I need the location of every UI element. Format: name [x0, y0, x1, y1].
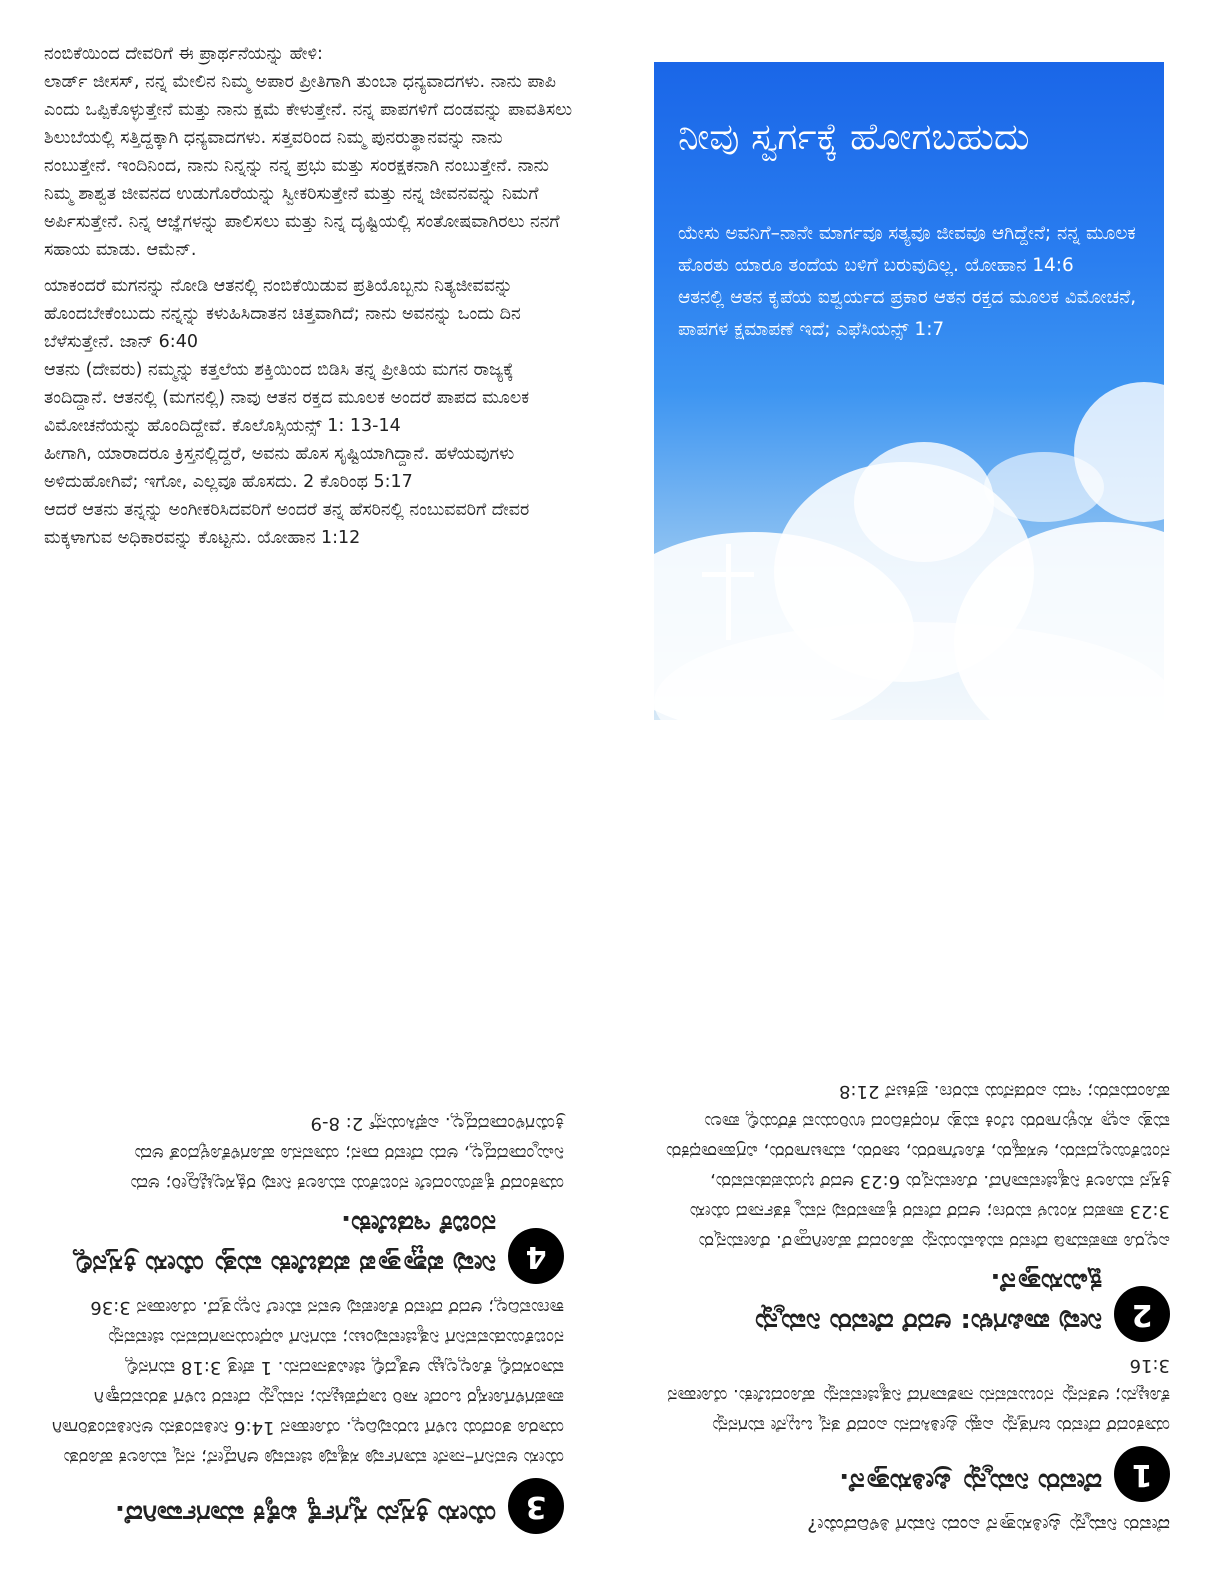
step-1 — [654, 1446, 1170, 1502]
cross-icon — [726, 544, 731, 640]
cover-verses — [678, 218, 1148, 346]
verse-colossians: ಆತನು (ದೇವರು) ನಮ್ಮನ್ನು ಕತ್ತಲೆಯ ಶಕ್ತಿಯಿಂದ ಬಿಡಿಸಿ ತನ್ನ ಪ್ರೀತಿಯ ಮಗನ ರಾಜ್ಯಕ್ಕೆ ತಂದಿದ್ದಾನೆ. ಆತನಲ್ಲಿ (ಮಗನಲ್ಲಿ) ನಾವು ಆತನ ರಕ್ತದ ಮೂಲಕ ಅಂದರೆ ಪಾಪದ ಮೂಲಕ ವಿಮೋಚನೆಯನ್ನು ಹೊಂದಿದ್ದೇವೆ. ಕೊಲೊಸ್ಸಿಯನ್ಸ್ 1: 13-14 — [44, 360, 530, 436]
step-text: ಯೇಸು ಅವನಿಗೆ–ನಾನೇ ಮಾರ್ಗವೂ ಸತ್ಯವೂ ಜೀವವೂ ಆಗಿದ್ದೇನೆ; ನನ್ನ ಮೂಲಕ ಹೊರತು ಯಾರೂ ತಂದೆಯ ಬಳಿಗೆ ಬರುವುದಿಲ್ಲ. ಯೋಹಾನ 14:6 ನೀತಿವಂತನು ಅನೀತಿವಂತರಿಗಾಗಿ ಪಾಪಗಳಿಗೋಸ್ಕರ ಒಂದೇ ಸಾರಿ ಬಾಧೆಪಟ್ಟನು; ನಮ್ಮನ್ನು ದೇವರ ಬಳಿಗೆ ತರುವದಕ್ಕಾಗಿ ಮಾಂಸದಲ್ಲಿ ಕೊಲ್ಲಲ್ಪಟ್ಟು ಆತ್ಮದಲ್ಲಿ ಜೀವಿತನಾದನು. 1 ಪೇತ್ರ 3:18 ಮಗನಲ್ಲಿ ನಂಬಿಕೆಯಿಡುವವನಿಗೆ ನಿತ್ಯಜೀವವುಂಟು; ಮಗನಿಗೆ ವಿಧೇಯನಾಗದವನು ಜೀವವನ್ನು ಕಾಣುವದಿಲ್ಲ; ಆದರೆ ದೇವರ ಕೋಪವು ಅವನ ಮೇಲೆ ನಿಲ್ಲುತ್ತದೆ. ಯೋಹಾನ 3:36 — [52, 1297, 564, 1468]
step-text: ಯಾಕಂದರೆ ದೇವರು ಜಗತ್ತನ್ನು ಎಷ್ಟು ಪ್ರೀತಿಸಿದನು ಎಂದರೆ ತನ್ನ ಒಬ್ಬನೇ ಮಗನನ್ನು ಕೊಟ್ಟನು; ಆತನನ್ನು ನಂಬುವವನು ನಾಶವಾಗದೆ ನಿತ್ಯಜೀವವನ್ನು ಹೊಂದಬೇಕು. ಯೋಹಾನ 3:16 — [667, 1355, 1170, 1436]
prayer-body: ಲಾರ್ಡ್ ಜೀಸಸ್, ನನ್ನ ಮೇಲಿನ ನಿಮ್ಮ ಅಪಾರ ಪ್ರೀತಿಗಾಗಿ ತುಂಬಾ ಧನ್ಯವಾದಗಳು. ನಾನು ಪಾಪಿ ಎಂದು ಒಪ್ಪಿಕೊಳ್ಳುತ್ತೇನೆ ಮತ್ತು ನಾನು ಕ್ಷಮೆ ಕೇಳುತ್ತೇನೆ. ನನ್ನ ಪಾಪಗಳಿಗೆ ದಂಡವನ್ನು ಪಾವತಿಸಲು ಶಿಲುಬೆಯಲ್ಲಿ ಸತ್ತಿದ್ದಕ್ಕಾಗಿ ಧನ್ಯವಾದಗಳು. ಸತ್ತವರಿಂದ ನಿಮ್ಮ ಪುನರುತ್ಥಾನವನ್ನು ನಾನು ನಂಬುತ್ತೇನೆ. ಇಂದಿನಿಂದ, ನಾನು ನಿನ್ನನ್ನು ನನ್ನ ಪ್ರಭು ಮತ್ತು ಸಂರಕ್ಷಕನಾಗಿ ನಂಬುತ್ತೇನೆ. ನಾನು ನಿಮ್ಮ ಶಾಶ್ವತ ಜೀವನದ ಉಡುಗೊರೆಯನ್ನು ಸ್ವೀಕರಿಸುತ್ತೇನೆ ಮತ್ತು ನನ್ನ ಜೀವನವನ್ನು ನಿಮಗೆ ಅರ್ಪಿಸುತ್ತೇನೆ. ನಿನ್ನ ಆಜ್ಞೆಗಳನ್ನು ಪಾಲಿಸಲು ಮತ್ತು ನಿನ್ನ ದೃಷ್ಟಿಯಲ್ಲಿ ಸಂತೋಷವಾಗಿರಲು ನನಗೆ ಸಹಾಯ ಮಾಡು. ಆಮೆನ್. — [44, 72, 573, 260]
step-number-badge: 4 — [508, 1228, 564, 1284]
step-text: ಯಾಕಂದರೆ ಕೃಪೆಯಿಂದಲೇ ನಂಬಿಕೆಯ ಮೂಲಕ ನೀವು ರಕ್ಷಿಸಲ್ಪಟ್ಟಿದ್ದೀರಿ; ಅದು ನಿಮ್ಮಿಂದಾದದ್ದಲ್ಲ, ಅದು ದೇವರ ದಾನ; ಯಾವನೂ ಹೊಗಳಿಕೊಳ್ಳದಂತೆ ಅದು ಕ್ರಿಯೆಗಳಿಂದಾದದ್ದಲ್ಲ. ಎಫೆಸಿಯನ್ಸ್ 2: 8-9 — [130, 1113, 564, 1194]
cover-title: ನೀವು ಸ್ವರ್ಗಕ್ಕೆ ಹೋಗಬಹುದು — [678, 115, 1030, 158]
step-4 — [44, 1204, 564, 1284]
step-number-badge: 2 — [1114, 1286, 1170, 1342]
step-number-badge: 1 — [1114, 1446, 1170, 1502]
prayer-intro: ನಂಬಿಕೆಯಿಂದ ದೇವರಿಗೆ ಈ ಪ್ರಾರ್ಥನೆಯನ್ನು ಹೇಳಿ: — [44, 44, 323, 64]
cover-panel — [654, 62, 1164, 720]
cross-icon-bar — [702, 572, 754, 577]
step-text: ಎಲ್ಲರೂ ಪಾಪಮಾಡಿ ದೇವರ ಮಹಿಮೆಯನ್ನು ಹೊಂದದೆ ಹೋಗಿದ್ದಾರೆ. ರೋಮನ್ನರು 3:23 ಪಾಪದ ಸಂಬಳ ಮರಣ; ಆದರೆ ದೇವರ ಕೃಪಾವರವು ನಮ್ಮ ಕರ್ತನಾದ ಯೇಸು ಕ್ರಿಸ್ತನ ಮೂಲಕ ನಿತ್ಯಜೀವವಾಗಿದೆ. ರೋಮನ್ನರು 6:23 ಆದರೆ ಭಯಪಡುವವರು, ನಂಬಿಕೆಯಿಲ್ಲದವರು, ಅಸಹ್ಯರು, ಕೊಲೆಗಾರರು, ಜಾರರು, ಮಾಟಗಾರರು, ವಿಗ್ರಹಾರಾಧಕರು ಮತ್ತು ಎಲ್ಲಾ ಸುಳ್ಳುಗಾರರು ಬೆಂಕಿ ಮತ್ತು ಗಂಧಕದಿಂದ ಉರಿಯುವ ಕೆರೆಯಲ್ಲಿ ಪಾಲು ಹೊಂದುವರು; ಇದು ಎರಡನೆಯ ಮರಣ. ಪ್ರಕಟನೆ 21:8 — [666, 1081, 1170, 1252]
step-heading: ನೀವು ಪಾಪಿಗಳು: ಆದರೆ ದೇವರು ನಿಮ್ಮನ್ನು ಕ್ಷಮಿಸುತ್ತಾನೆ. — [751, 1267, 1102, 1337]
step-heading: ದೇವರು ನಿಮ್ಮನ್ನು ಪ್ರೀತಿಸುತ್ತಾನೆ. — [839, 1467, 1102, 1497]
prayer-text — [44, 40, 574, 264]
step-2 — [654, 1262, 1170, 1342]
verse-john-6-40: ಯಾಕಂದರೆ ಮಗನನ್ನು ನೋಡಿ ಆತನಲ್ಲಿ ನಂಬಿಕೆಯಿಡುವ ಪ್ರತಿಯೊಬ್ಬನು ನಿತ್ಯಜೀವವನ್ನು ಹೊಂದಬೇಕೆಂಬುದು ನನ್ನನ್ನು ಕಳುಹಿಸಿದಾತನ ಚಿತ್ತವಾಗಿದೆ; ನಾನು ಅವನನ್ನು ಒಂದು ದಿನ ಬೆಳೆಸುತ್ತೇನೆ. ಜಾನ್ 6:40 — [44, 276, 521, 352]
intro-question: ದೇವರು ನಿಮ್ಮನ್ನು ಪ್ರೀತಿಸುತ್ತಾನೆ ಎಂದು ನಿಮಗೆ ತಿಳಿದಿದೆಯೇ? — [807, 1514, 1170, 1536]
verse-2-corinthians: ಹೀಗಾಗಿ, ಯಾರಾದರೂ ಕ್ರಿಸ್ತನಲ್ಲಿದ್ದರೆ, ಅವನು ಹೊಸ ಸೃಷ್ಟಿಯಾಗಿದ್ದಾನೆ. ಹಳೆಯವುಗಳು ಅಳಿದುಹೋಗಿವೆ; ಇಗೋ, ಎಲ್ಲವೂ ಹೊಸದು. 2 ಕೊರಿಂಥ 5:17 — [44, 444, 515, 492]
step-heading: ಯೇಸು ಕ್ರಿಸ್ತನು ಸ್ವರ್ಗಕ್ಕೆ ಏಕೈಕ ಮಾರ್ಗವಾಗಿದೆ. — [114, 1499, 496, 1529]
steps-1-2-panel — [654, 810, 1170, 1540]
verse-john-1-12: ಆದರೆ ಆತನು ತನ್ನನ್ನು ಅಂಗೀಕರಿಸಿದವರಿಗೆ ಅಂದರೆ ತನ್ನ ಹೆಸರಿನಲ್ಲಿ ನಂಬುವವರಿಗೆ ದೇವರ ಮಕ್ಕಳಾಗುವ ಅಧಿಕಾರವನ್ನು ಕೊಟ್ಟನು. ಯೋಹಾನ 1:12 — [44, 500, 530, 548]
cover-verse-ephesians: ಆತನಲ್ಲಿ ಆತನ ಕೃಪೆಯ ಐಶ್ವರ್ಯದ ಪ್ರಕಾರ ಆತನ ರಕ್ತದ ಮೂಲಕ ವಿಮೋಚನೆ, ಪಾಪಗಳ ಕ್ಷಮಾಪಣೆ ಇದೆ; ಎಫೆಸಿಯನ್ಸ್ 1:7 — [678, 287, 1137, 340]
cloud-shape — [984, 452, 1104, 522]
step-heading: ನೀವು ಪಶ್ಚಾತ್ತಾಪ ಪಡಬೇಕು ಮತ್ತು ಯೇಸು ಕ್ರಿಸ್ತನಲ್ಲಿ ನಂಬಿಕೆ ಇಡಬೇಕು. — [72, 1209, 496, 1279]
cover-verse-john-14-6: ಯೇಸು ಅವನಿಗೆ–ನಾನೇ ಮಾರ್ಗವೂ ಸತ್ಯವೂ ಜೀವವೂ ಆಗಿದ್ದೇನೆ; ನನ್ನ ಮೂಲಕ ಹೊರತು ಯಾರೂ ತಂದೆಯ ಬಳಿಗೆ ಬರುವುದಿಲ್ಲ. ಯೋಹಾನ 14:6 — [678, 223, 1136, 276]
step-number-badge: 3 — [508, 1478, 564, 1534]
steps-3-4-panel — [44, 810, 564, 1540]
step-3 — [44, 1478, 564, 1534]
cloud-shape — [854, 442, 994, 562]
prayer-section — [44, 40, 574, 560]
